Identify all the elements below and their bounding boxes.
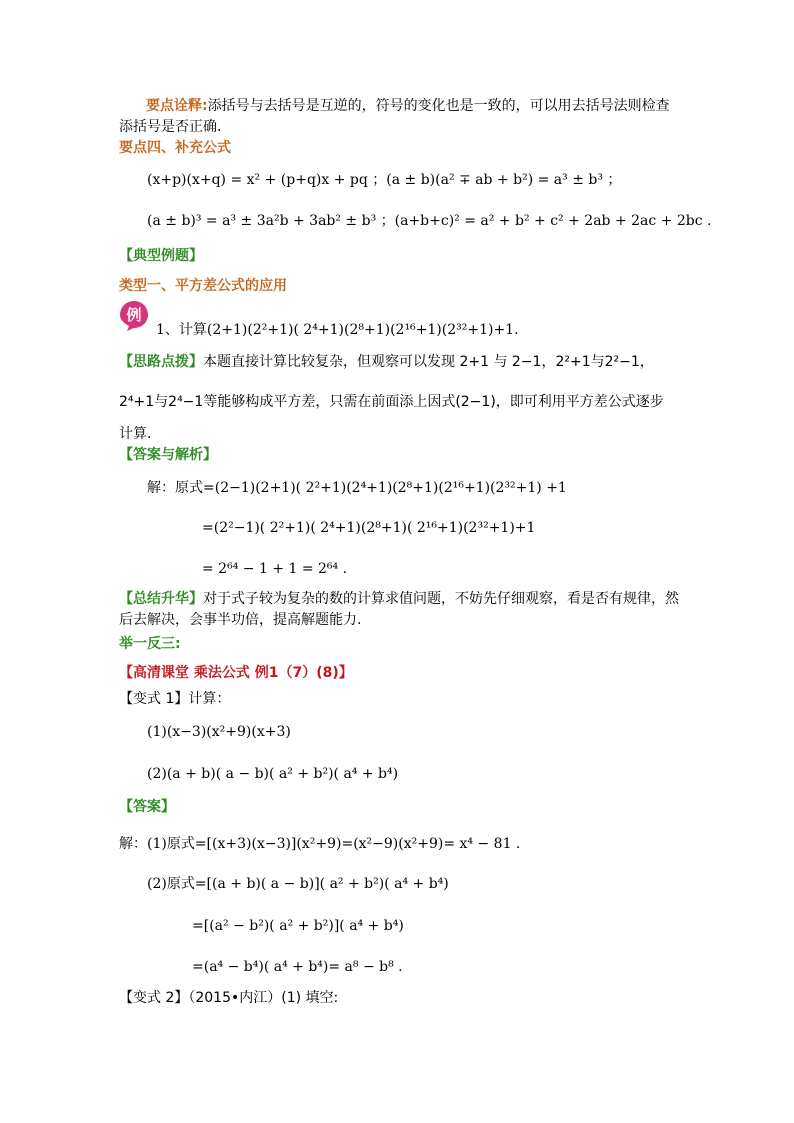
- summary-text-2: 后去解决，会事半功倍，提高解题能力.: [119, 612, 362, 628]
- hint-text-1: 本题直接计算比较复杂，但观察可以发现 2+1 与 2−1，2²+1与2²−1，: [203, 354, 654, 370]
- practice-heading: 举一反三:: [119, 636, 181, 652]
- solution-line-2: =(2²−1)( 2²+1)( 2⁴+1)(2⁸+1)( 2¹⁶+1)(2³²+1)+1: [202, 520, 536, 536]
- solution-line-1: 解：原式=(2−1)(2+1)( 2²+1)(2⁴+1)(2⁸+1)(2¹⁶+1)(2³²+1) +1: [147, 480, 567, 496]
- answer-line-1: 解：(1)原式=[(x+3)(x−3)](x²+9)=(x²−9)(x²+9)= x⁴ − 81 .: [119, 836, 521, 852]
- note-text-2: 添括号是否正确.: [119, 119, 222, 135]
- example1-question: 1、计算(2+1)(2²+1)( 2⁴+1)(2⁸+1)(2¹⁶+1)(2³²+1)+1.: [156, 322, 519, 338]
- type1-heading: 类型一、平方差公式的应用: [119, 278, 287, 294]
- answer-analysis-heading: 【答案与解析】: [119, 447, 217, 463]
- summary-line1: [119, 589, 679, 609]
- note-text-1: 添括号与去括号是互逆的，符号的变化也是一致的，可以用去括号法则检查: [207, 98, 670, 114]
- answer-line-2: (2)原式=[(a + b)( a − b)]( a² + b²)( a⁴ + b⁴): [147, 876, 449, 892]
- summary-label: 【总结升华】: [119, 591, 203, 607]
- solution-line-3: = 2⁶⁴ − 1 + 1 = 2⁶⁴ .: [202, 561, 348, 577]
- variant1-question-2: (2)(a + b)( a − b)( a² + b²)( a⁴ + b⁴): [147, 766, 399, 782]
- variant1-label: 【变式 1】计算：: [119, 691, 231, 707]
- hd-classroom-heading: 【高清课堂 乘法公式 例1（7）(8)】: [119, 665, 353, 681]
- section-heading-point4: 要点四、补充公式: [119, 140, 231, 156]
- hint-label: 【思路点拨】: [119, 354, 203, 370]
- hint-text-3: 计算.: [119, 426, 152, 442]
- hint-line1: [119, 352, 654, 372]
- answer-heading: 【答案】: [119, 799, 175, 815]
- formula-line-2: (a ± b)³ = a³ ± 3a²b + 3ab² ± b³ ；(a+b+c)² = a² + b² + c² + 2ab + 2ac + 2bc .: [147, 213, 712, 229]
- example-badge-icon: [119, 300, 149, 332]
- example-badge-text: 例: [126, 306, 142, 324]
- summary-text-1: 对于式子较为复杂的数的计算求值问题，不妨先仔细观察，看是否有规律，然: [203, 591, 679, 607]
- answer-line-4: =(a⁴ − b⁴)( a⁴ + b⁴)= a⁸ − b⁸ .: [192, 959, 403, 975]
- variant1-question-1: (1)(x−3)(x²+9)(x+3): [147, 724, 291, 740]
- note-paragraph-line1: [146, 96, 670, 116]
- typical-examples-heading: 【典型例题】: [119, 248, 203, 264]
- formula-line-1: (x+p)(x+q) = x² + (p+q)x + pq ；(a ± b)(a² ∓ ab + b²) = a³ ± b³ ；: [147, 172, 622, 188]
- note-label: 要点诠释:: [146, 98, 208, 114]
- answer-line-3: =[(a² − b²)( a² + b²)]( a⁴ + b⁴): [192, 918, 404, 934]
- variant2-label: 【变式 2】（2015•内江）(1) 填空:: [119, 990, 339, 1006]
- hint-text-2: 2⁴+1与2⁴−1等能够构成平方差，只需在前面添上因式(2−1)，即可利用平方差公式逐步: [119, 394, 664, 410]
